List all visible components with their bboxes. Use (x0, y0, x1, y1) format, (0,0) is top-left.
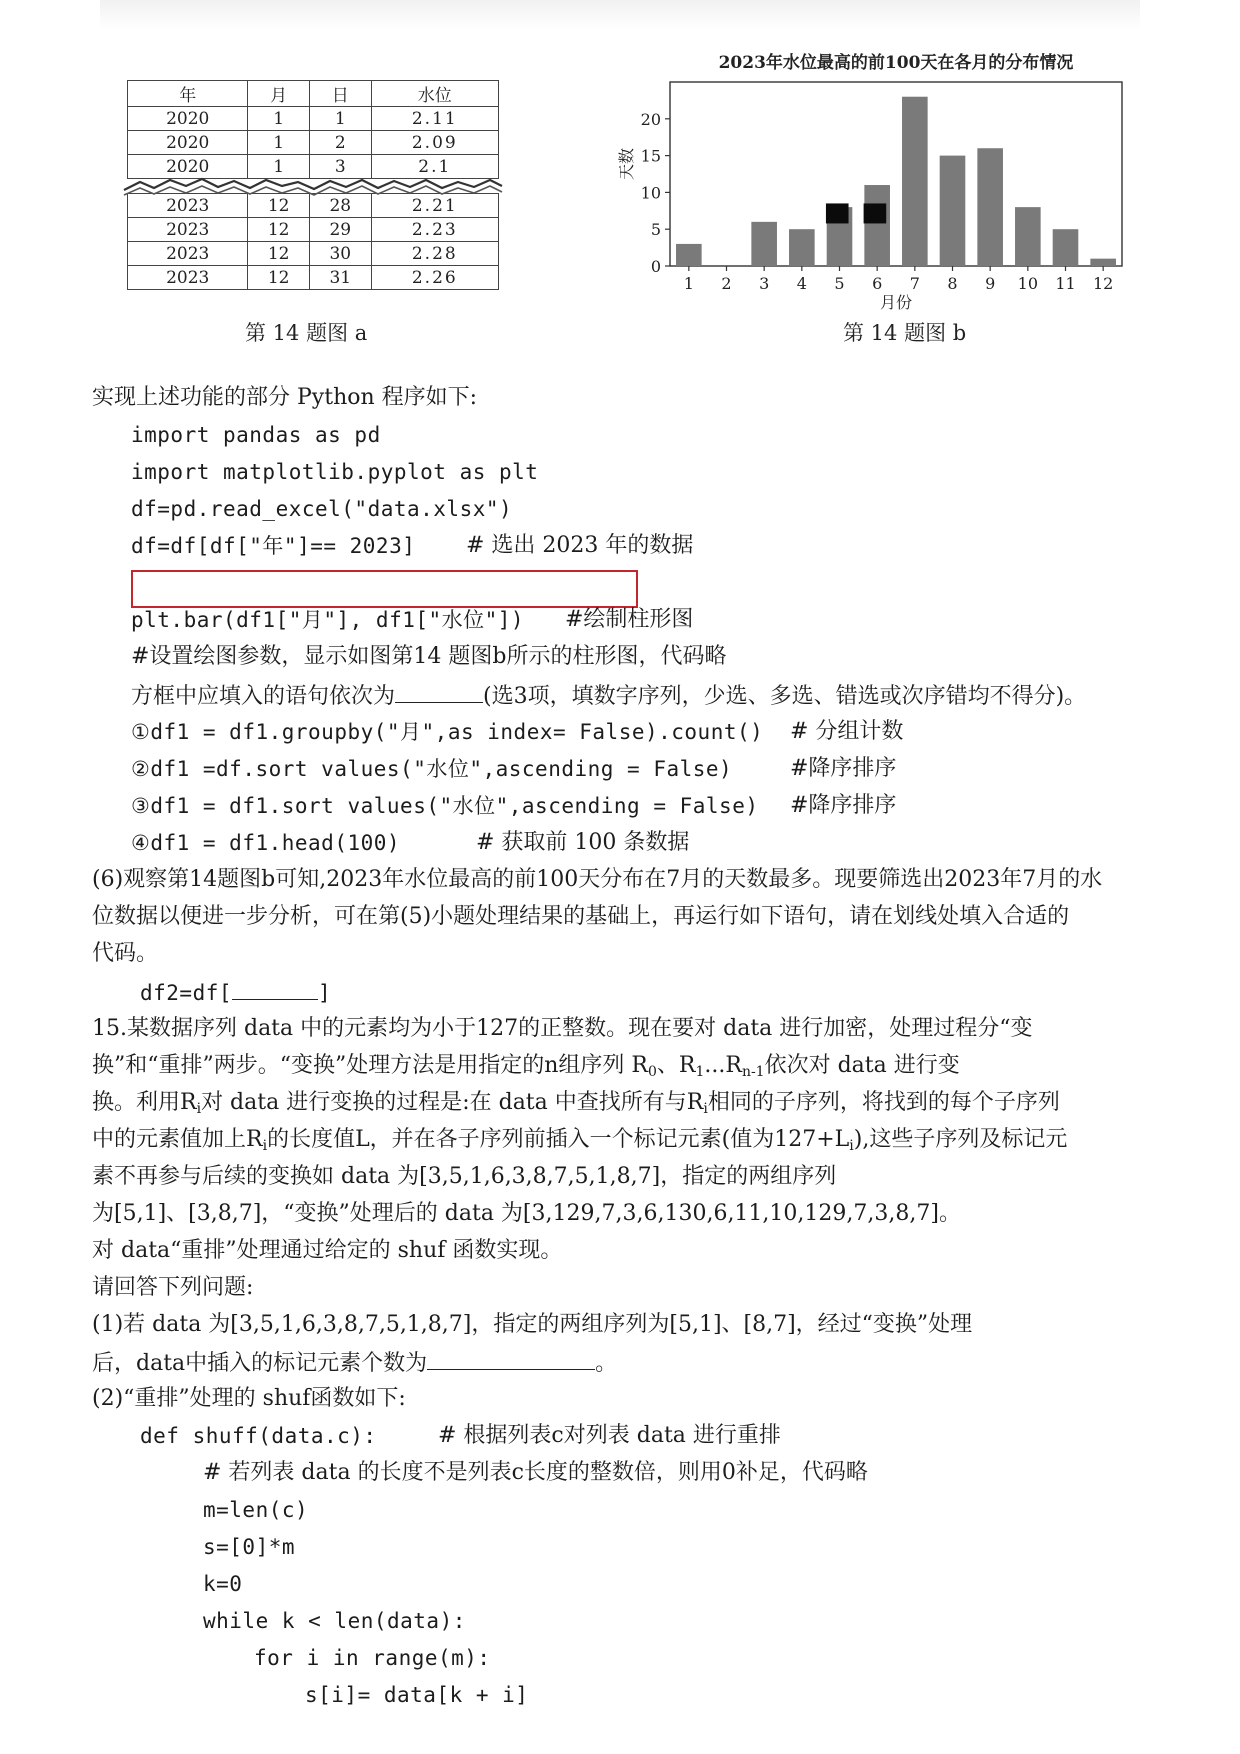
option-3: ③df1 = df1.sort values("水位",ascending = False) (131, 794, 759, 818)
question-6-line: 位数据以便进一步分析，可在第(5)小题处理结果的基础上，再运行如下语句，请在划线处填入合适的 (92, 904, 1070, 929)
scan-smudge (100, 0, 1140, 30)
table-cell: 12 (248, 242, 310, 266)
table-cell: 3 (309, 155, 371, 179)
code-line: k=0 (203, 1572, 243, 1596)
bar-month-8 (940, 156, 966, 266)
question-15-line: 换”和“重排”两步。“变换”处理方法是用指定的n组序列 $R_0$、$R_1...R_{n-1}$依次对 data 进行变 (92, 1053, 960, 1080)
code-comment: # 根据列表c对列表 data 进行重排 (438, 1423, 781, 1448)
table-row (128, 107, 499, 131)
code-line: while k < len(data): (203, 1609, 466, 1633)
code-line: import matplotlib.pyplot as plt (131, 460, 539, 484)
question-15-line: 请回答下列问题: (92, 1275, 254, 1300)
x-tick-label: 7 (909, 274, 920, 293)
question-15-line: 对 data“重排”处理通过给定的 shuf 函数实现。 (92, 1238, 563, 1263)
y-tick-label: 15 (640, 146, 661, 166)
table-row (128, 131, 499, 155)
x-tick-label: 6 (872, 274, 883, 293)
x-tick-label: 8 (947, 274, 958, 293)
y-tick-label: 10 (640, 183, 661, 203)
code-line: import pandas as pd (131, 423, 381, 447)
option-comment: # 分组计数 (790, 719, 904, 744)
table-cell: 2020 (128, 107, 248, 131)
bar-month-9 (977, 148, 1003, 266)
table-header-row (128, 81, 499, 107)
table-header: 水位 (371, 81, 498, 107)
question-15-line: 15.某数据序列 data 中的元素均为小于127的正整数。现在要对 data 进行加密，处理过程分“变 (92, 1016, 1033, 1041)
table-tear-mark (120, 168, 506, 204)
redaction-mark (864, 203, 887, 223)
table-cell: 29 (309, 218, 371, 242)
code-line: df=pd.read_excel("data.xlsx") (131, 497, 513, 521)
code-line: s=[0]*m (203, 1535, 296, 1559)
table-cell: 2020 (128, 131, 248, 155)
y-tick-label: 0 (650, 257, 661, 276)
x-tick-label: 3 (759, 274, 770, 293)
x-tick-label: 1 (683, 274, 694, 293)
bar-month-1 (676, 244, 702, 266)
bar-month-4 (789, 229, 815, 266)
code-line: s[i]= data[k + i] (305, 1683, 529, 1707)
question-6-code: df2=df[ ] (140, 977, 331, 1008)
figure-b-caption: 第 14 题图 b (843, 321, 967, 345)
table-cell: 12 (248, 218, 310, 242)
y-tick-label: 20 (640, 109, 661, 129)
question-15-line: 为[5,1]、[3,8,7]，“变换”处理后的 data 为[3,129,7,3,6,130,6,11,10,129,7,3,8,7]。 (92, 1201, 961, 1226)
x-axis-label: 月份 (879, 293, 913, 312)
code-line: m=len(c) (203, 1498, 309, 1522)
table-cell: 2.28 (371, 242, 498, 266)
table-header: 日 (309, 81, 371, 107)
table-cell: 2023 (128, 242, 248, 266)
code-line: def shuff(data.c): (140, 1424, 377, 1448)
table-cell: 2.21 (371, 194, 498, 218)
x-tick-label: 4 (796, 274, 807, 293)
code-line: for i in range(m): (254, 1646, 491, 1670)
table-cell: 1 (248, 131, 310, 155)
bar-month-10 (1015, 207, 1041, 266)
table-cell: 2.26 (371, 266, 498, 290)
question-6-line: 代码。 (92, 941, 159, 966)
question-15-line: 中的元素值加上$R_i$的长度值L，并在各子序列前插入一个标记元素(值为$127+L_i$),这些子序列及标记元 (92, 1127, 1068, 1154)
option-comment: # 获取前 100 条数据 (476, 830, 690, 855)
option-4: ④df1 = df1.head(100) (131, 831, 401, 855)
bar-month-7 (902, 97, 928, 266)
table-cell: 30 (309, 242, 371, 266)
x-tick-label: 11 (1055, 274, 1076, 293)
code-comment: #绘制柱形图 (565, 607, 694, 632)
code-comment: # 选出 2023 年的数据 (466, 533, 694, 558)
table-cell: 2023 (128, 194, 248, 218)
table-row (128, 242, 499, 266)
table-cell: 2023 (128, 266, 248, 290)
table-cell: 2.23 (371, 218, 498, 242)
answer-box[interactable] (131, 570, 638, 608)
table-cell: 1 (309, 107, 371, 131)
answer-blank[interactable] (427, 1347, 595, 1370)
question-15-line: 素不再参与后续的变换如 data 为[3,5,1,6,3,8,7,5,1,8,7]，指定的两组序列 (92, 1164, 837, 1189)
question-prefix: 方框中应填入的语句依次为 (131, 684, 396, 709)
table-cell: 28 (309, 194, 371, 218)
figure-a-caption: 第 14 题图 a (245, 321, 368, 345)
table-cell: 1 (248, 107, 310, 131)
question-15-1-line: (1)若 data 为[3,5,1,6,3,8,7,5,1,8,7]，指定的两组序列为[5,1]、[8,7]，经过“变换”处理 (92, 1312, 973, 1337)
question-5-text (131, 680, 1086, 712)
note-text: #设置绘图参数，显示如图第14 题图b所示的柱形图，代码略 (131, 644, 727, 669)
table-row (128, 218, 499, 242)
table-cell: 2.11 (371, 107, 498, 131)
option-2: ②df1 =df.sort values("水位",ascending = False) (131, 757, 733, 781)
bar-month-6 (864, 185, 890, 266)
table-cell: 1 (248, 155, 310, 179)
table-cell: 31 (309, 266, 371, 290)
question-6-line: (6)观察第14题图b可知,2023年水位最高的前100天分布在7月的天数最多。现要筛选出2023年7月的水 (92, 867, 1103, 892)
table-header: 年 (128, 81, 248, 107)
table-row (128, 266, 499, 290)
table-cell: 2 (309, 131, 371, 155)
y-axis-label: 天数 (617, 147, 636, 181)
code-line: plt.bar(df1["月"], df1["水位"]) (131, 608, 525, 632)
bar-month-3 (751, 222, 777, 266)
x-tick-label: 9 (985, 274, 996, 293)
x-tick-label: 10 (1017, 274, 1039, 293)
redaction-mark (826, 203, 849, 223)
answer-blank[interactable] (232, 977, 318, 1000)
table-header: 月 (248, 81, 310, 107)
table-cell: 12 (248, 194, 310, 218)
option-1: ①df1 = df1.groupby("月",as index= False).count() (131, 720, 764, 744)
table-cell: 2020 (128, 155, 248, 179)
x-tick-label: 5 (834, 274, 845, 293)
answer-blank[interactable] (395, 680, 483, 703)
table-cell: 2023 (128, 218, 248, 242)
monthly-distribution-chart (610, 52, 1130, 322)
code-line: df=df[df["年"]== 2023] (131, 534, 416, 558)
intro-text: 实现上述功能的部分 Python 程序如下: (92, 385, 478, 410)
question-suffix: (选3项，填数字序列，少选、多选、错选或次序错均不得分)。 (483, 684, 1087, 709)
question-15-1-line: 后，data中插入的标记元素个数为 。 (92, 1347, 617, 1379)
code-comment: # 若列表 data 的长度不是列表c长度的整数倍，则用0补足，代码略 (203, 1460, 868, 1485)
table-cell: 2.09 (371, 131, 498, 155)
x-tick-label: 2 (721, 274, 732, 293)
question-15-line: 换。利用$R_i$对 data 进行变换的过程是:在 data 中查找所有与$R_i$相同的子序列，将找到的每个子序列 (92, 1090, 1060, 1117)
table-cell: 12 (248, 266, 310, 290)
option-comment: #降序排序 (790, 793, 897, 818)
x-tick-label: 12 (1092, 274, 1114, 293)
question-15-2-line: (2)“重排”处理的 shuf函数如下: (92, 1386, 406, 1411)
table-cell: 2.1 (371, 155, 498, 179)
bar-month-11 (1053, 229, 1079, 266)
bar-month-12 (1090, 259, 1116, 266)
y-tick-label: 5 (650, 220, 661, 240)
chart-title: 2023年水位最高的前100天在各月的分布情况 (718, 53, 1074, 73)
option-comment: #降序排序 (790, 756, 897, 781)
